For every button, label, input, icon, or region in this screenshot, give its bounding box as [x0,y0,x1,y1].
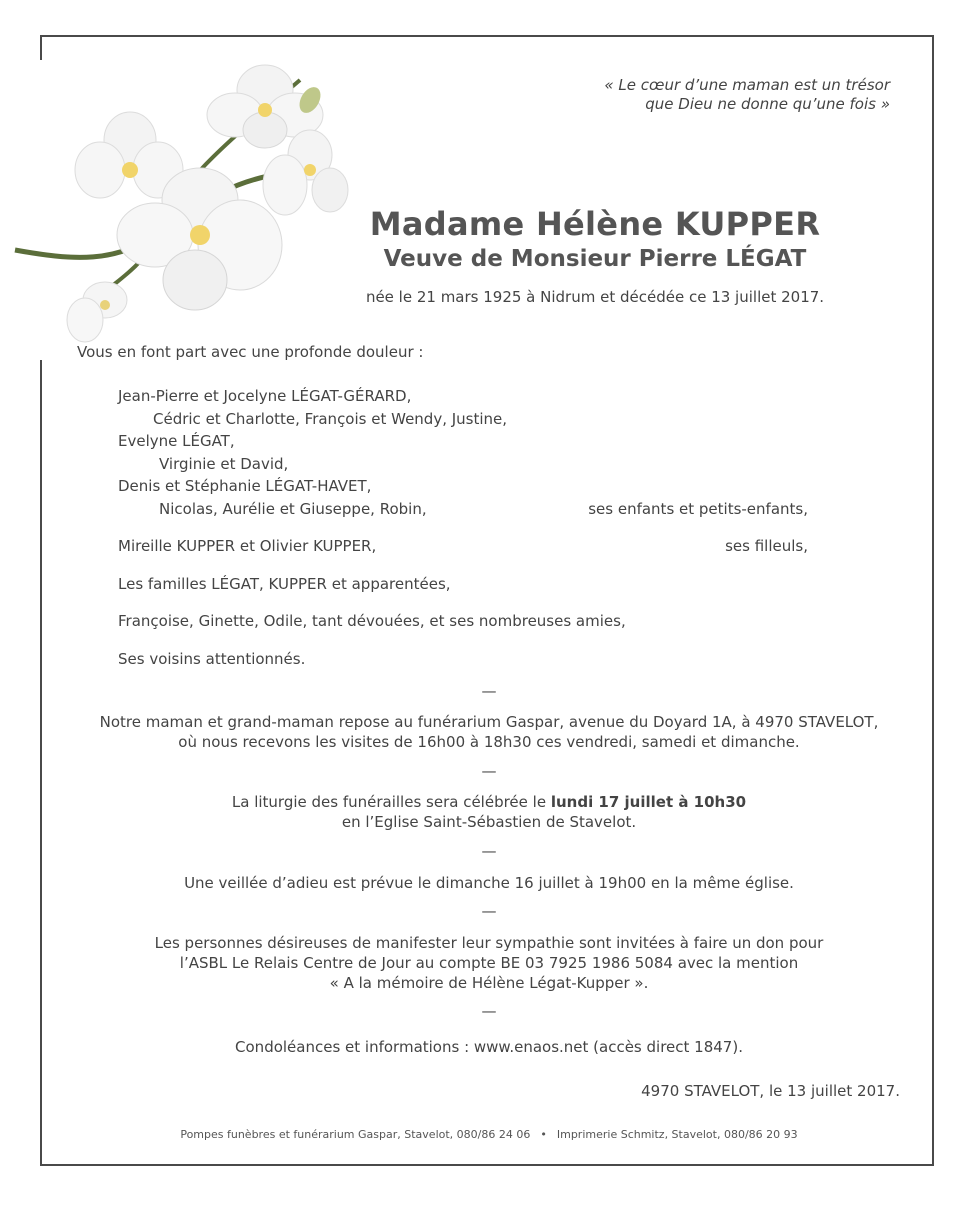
liturgy-place: en l’Eglise Saint-Sébastien de Stavelot. [341,813,637,831]
family-line: Virginie et David, [159,455,289,473]
family-line: Jean-Pierre et Jocelyne LÉGAT-GÉRARD, [118,387,412,405]
footer-bullet: • [540,1128,547,1141]
quote-line-2: que Dieu ne donne qu’une fois » [645,95,890,113]
footer-printer: Imprimerie Schmitz, Stavelot, 080/86 20 93 [556,1128,798,1141]
separator: — [481,682,497,700]
deceased-name: Madame Hélène KUPPER [369,205,821,243]
rest-line-1: Notre maman et grand-maman repose au funérarium Gaspar, avenue du Doyard 1A, à 4970 STAVELOT, [99,713,879,731]
family-line: Nicolas, Aurélie et Giuseppe, Robin, [159,500,427,518]
family-relation-label: ses enfants et petits-enfants, [588,500,808,518]
separator: — [481,902,497,920]
liturgy-date: lundi 17 juillet à 10h30 [550,793,747,811]
separator: — [481,1002,497,1020]
donation-info [0,933,978,993]
footer-funeral-home: Pompes funèbres et funérarium Gaspar, Stavelot, 080/86 24 06 [180,1128,531,1141]
rest-line-2: où nous recevons les visites de 16h00 à 18h30 ces vendredi, samedi et dimanche. [178,733,800,751]
family-line: Cédric et Charlotte, François et Wendy, Justine, [153,410,508,428]
footer [0,1128,978,1141]
intro-text: Vous en font part avec une profonde douleur : [77,343,424,361]
separator: — [481,762,497,780]
place-and-date: 4970 STAVELOT, le 13 juillet 2017. [641,1082,900,1100]
vigil-info: Une veillée d’adieu est prévue le dimanche 16 juillet à 19h00 en la même église. [184,874,794,892]
family-line: Mireille KUPPER et Olivier KUPPER, [118,537,377,555]
donation-line-3: « A la mémoire de Hélène Légat-Kupper ». [329,974,649,992]
family-line: Evelyne LÉGAT, [118,432,235,450]
orchid-image [10,60,350,360]
widow-of: Veuve de Monsieur Pierre LÉGAT [383,246,807,272]
family-line: Françoise, Ginette, Odile, tant dévouées, et ses nombreuses amies, [118,612,626,630]
birth-death-dates: née le 21 mars 1925 à Nidrum et décédée ce 13 juillet 2017. [365,288,825,306]
epigraph-quote [604,76,890,114]
quote-line-1: « Le cœur d’une maman est un trésor [604,76,890,94]
liturgy-info [0,792,978,832]
separator: — [481,842,497,860]
donation-line-1: Les personnes désireuses de manifester leur sympathie sont invitées à faire un don pour [154,934,824,952]
condolences-info: Condoléances et informations : www.enaos.net (accès direct 1847). [235,1038,743,1056]
donation-line-2: l’ASBL Le Relais Centre de Jour au compte BE 03 7925 1986 5084 avec la mention [179,954,799,972]
family-line: Ses voisins attentionnés. [118,650,306,668]
family-line: Denis et Stéphanie LÉGAT-HAVET, [118,477,372,495]
family-line: Les familles LÉGAT, KUPPER et apparentées, [118,575,451,593]
liturgy-prefix: La liturgie des funérailles sera célébrée le [231,793,551,811]
family-relation-label: ses filleuls, [725,537,808,555]
rest-info [0,712,978,752]
